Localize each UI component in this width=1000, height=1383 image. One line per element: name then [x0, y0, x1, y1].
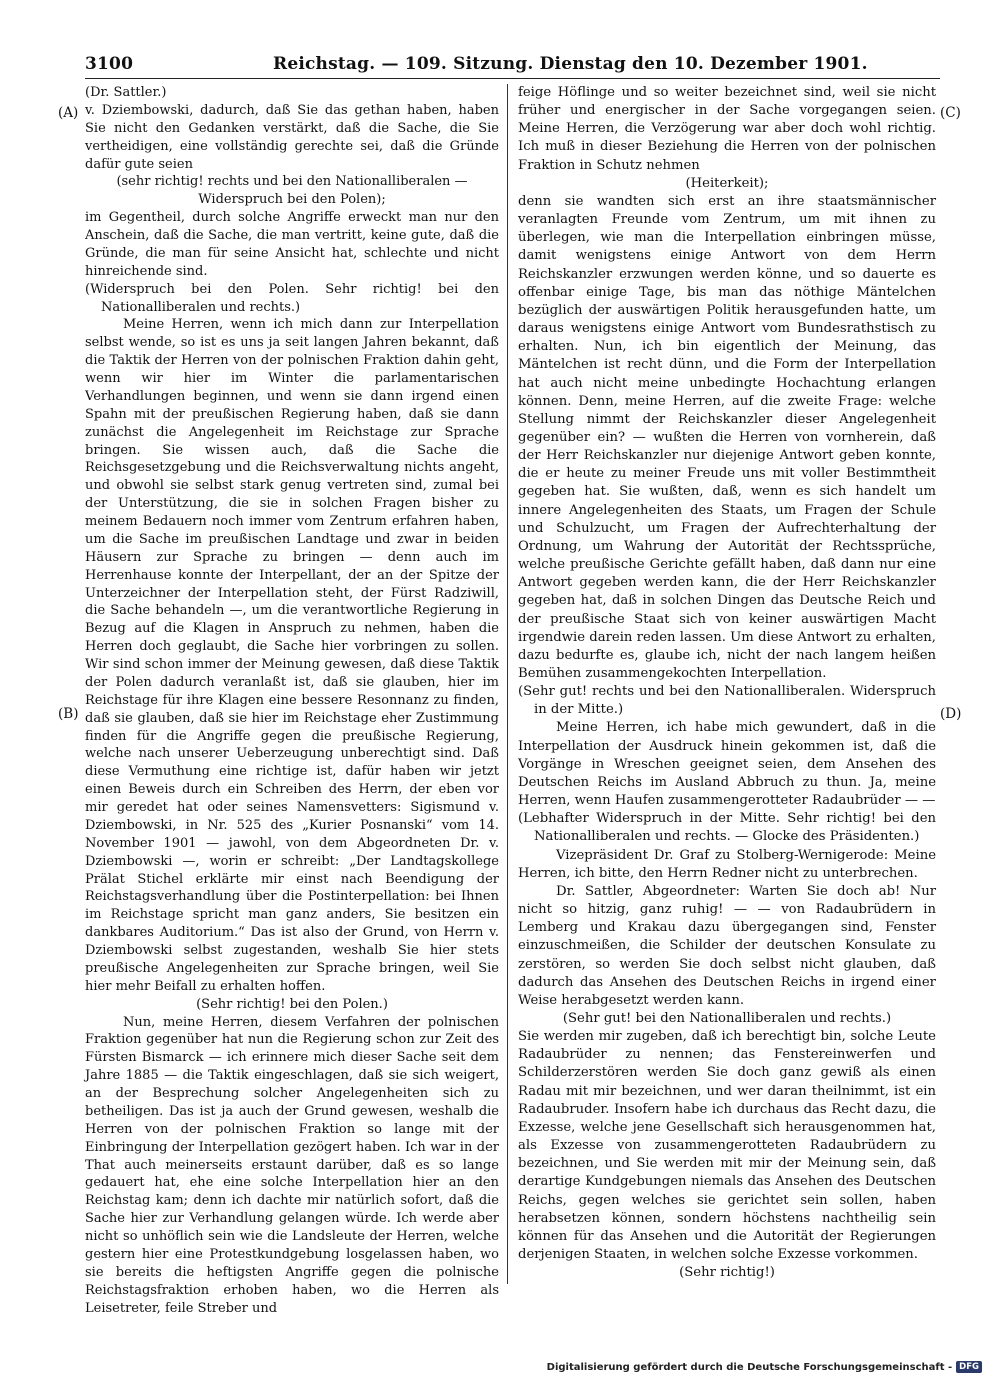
paragraph: (Sehr gut! rechts und bei den Nationalliberalen. Widerspruch in der Mitte.): [518, 684, 936, 718]
paragraph: Dr. Sattler, Abgeordneter: Warten Sie doch ab! Nur nicht so hitzig, ganz ruhig! — — von Radaubrüdern in Lemberg und Krakau dazu übergegangen sind, Fenster einzuschmeißen, die Schilder der deutschen Konsulate zu zerstören, so werden Sie doch selbst nicht glauben, daß dadurch das Ansehen des Deutschen Reichs in irgend einer Weise herabgesetzt werden kann.: [518, 883, 936, 1008]
paragraph: Meine Herren, wenn ich mich dann zur Interpellation selbst wende, so ist es uns ja seit langen Jahren bekannt, daß die Taktik der Herren von der polnischen Fraktion dahin geht, wenn wir hier im Winter die parlamentarischen Verhandlungen beginnen, und wenn sie dann irgend einen Spahn mit der preußischen Regierung haben, daß sie dann zunächst die Angelegenheit im Reichstage zur Sprache bringen. Sie wissen auch, daß die Sache die Reichsgesetzgebung und die Reichsverwaltung nichts angeht, und obwohl sie selbst stark genug vertreten sind, zumal bei der Unterstützung, die sie in solchen Fragen bisher zu meinem Bedauern noch immer vom Zentrum erfahren haben, um die Sache im preußischen Landtage und zwar in beiden Häusern zur Sprache zu bringen — denn auch im Herrenhause konnte der Interpellant, der an der Spitze der Unterzeichner der Interpellation steht, der Fürst Radziwill, die Sache behandeln —, um die verantwortliche Regierung in Bezug auf die Klagen in Anspruch zu nehmen, haben die Herren doch geglaubt, die Sache hier vorbringen zu sollen. Wir sind schon immer der Meinung gewesen, daß diese Taktik der Polen dadurch veranlaßt ist, daß sie glauben, hier im Reichstage für ihre Klagen eine bessere Resonnanz zu finden, daß sie glauben, daß sie hier im Reichstage eher Zustimmung finden für die Angriffe gegen die preußische Regierung, welche nach unserer Ueberzeugung unberechtigt sind. Daß diese Vermuthung eine richtige ist, dafür haben wir jetzt einen Beweis durch ein Schreiben des Herrn, der eben vor mir geredet hat oder seines Namensvetters: Sigismund v. Dziembowski, in Nr. 525 des „Kurier Posnanski“ vom 14. November 1901 — jawohl, von dem Abgeordneten Dr. v. Dziembowski —, worin er schreibt: „Der Landtagskollege Prälat Stichel erklärte mir einst nach Beendigung der Reichstagsverhandlung über die Postinterpellation: bei Ihnen im Reichstage spricht man ganz anders, Sie besitzen ein dankbares Auditorium.“ Das ist also der Grund, von Herrn v. Dziembowski selbst zugestanden, weshalb Sie hier stets preußische Angelegenheiten zur Sprache bringen, weil Sie hier mehr Beifall zu erhalten hoffen.: [85, 317, 499, 994]
paragraph: (sehr richtig! rechts und bei den Nationalliberalen — Widerspruch bei den Polen);: [116, 174, 468, 208]
page-number: 3100: [85, 54, 134, 74]
paragraph: Sie werden mir zugeben, daß ich berechtigt bin, solche Leute Radaubrüder zu nennen; das Fenstereinwerfen und Schilderzerstören werden Sie doch ganz gewiß als einen Radau mit mir bezeichnen, und wer daran theilnimmt, ist ein Radaubruder. Insofern habe ich durchaus das Recht dazu, die Exzesse, welche jene Gesellschaft sich herausgenommen hat, als Exzesse von zusammengerotteten Radaubrüdern zu bezeichnen, und Sie werden mit mir der Meinung sein, daß derartige Kundgebungen niemals das Ansehen des Deutschen Reichs, gegen welches sie gerichtet sein sollen, haben herabsetzen können, sondern höchstens nachtheilig sein können für das Ansehen und die Autorität der Regierungen derjenigen Staaten, in welchen solche Exzesse vorkommen.: [518, 1029, 936, 1262]
paragraph: (Heiterkeit);: [685, 175, 769, 191]
margin-mark-a: (A): [58, 105, 79, 121]
page-header: [85, 54, 940, 78]
footer-credit: [547, 1361, 982, 1373]
header-rule: [85, 78, 940, 79]
paragraph: (Sehr gut! bei den Nationalliberalen und rechts.): [562, 1010, 892, 1026]
paragraph: (Sehr richtig!): [679, 1265, 775, 1281]
paragraph: Vizepräsident Dr. Graf zu Stolberg-Wernigerode: Meine Herren, ich bitte, den Herrn Redner nicht zu unterbrechen.: [518, 847, 936, 881]
paragraph: im Gegentheil, durch solche Angriffe erweckt man nur den Anschein, daß die Sache, die man vertritt, keine gute, daß die Gründe, die man für seine Ansicht hat, schlechte und nicht hinreichende sind.: [85, 210, 499, 279]
margin-mark-c: (C): [940, 105, 961, 121]
left-column: [85, 84, 499, 1317]
paragraph: feige Höflinge und so weiter bezeichnet sind, weil sie nicht früher und energischer in der Sache vorgegangen seien. Meine Herren, die Verzögerung war aber doch wohl richtig. Ich muß in dieser Beziehung die Herren von der polnischen Fraktion in Schutz nehmen: [518, 85, 936, 173]
paragraph: Meine Herren, ich habe mich gewundert, daß in die Interpellation der Ausdruck hinein gekommen ist, daß die Vorgänge in Wreschen geeignet seien, dem Ansehen des Deutschen Reichs im Ausland Abbruch zu thun. Ja, meine Herren, wenn Haufen zusammengerotteter Radaubrüder — —: [518, 720, 936, 809]
paragraph: (Widerspruch bei den Polen. Sehr richtig! bei den Nationalliberalen und rechts.): [85, 281, 499, 315]
footer-text: Digitalisierung gefördert durch die Deutsche Forschungsgemeinschaft -: [546, 1361, 953, 1373]
paragraph: v. Dziembowski, dadurch, daß Sie das gethan haben, haben Sie nicht den Gedanken verstärkt, daß die Sache, die Sie vertheidigen, eine vollständig gerechte sei, daß die Gründe dafür gute seien: [85, 102, 499, 172]
paragraph: (Sehr richtig! bei den Polen.): [196, 996, 388, 1012]
paragraph: Nun, meine Herren, diesem Verfahren der polnischen Fraktion gegenüber hat nun die Regierung schon zur Zeit des Fürsten Bismarck — ich erinnere mich dieser Sache seit dem Jahre 1885 — die Taktik eingeschlagen, daß sie sich weigert, an der Besprechung solcher Angelegenheiten sich zu betheiligen. Das ist ja auch der Grund gewesen, weshalb die Herren von der polnischen Fraktion so lange mit der Einbringung der Interpellation gezögert haben. Ich war in der That auch meinerseits erstaunt darüber, daß es so lange gedauert hat, ehe eine solche Interpellation hier an den Reichstag kam; denn ich dachte mir natürlich sofort, daß die Sache hier zur Verhandlung gelangen würde. Ich werde aber nicht so unhöflich sein wie die Landsleute der Herren, welche gestern hier eine Protestkundgebung losgelassen haben, wo sie bereits die heftigsten Angriffe gegen die polnische Reichstagsfraktion erhoben haben, wo die Herren als Leisetreter, feile Streber und: [85, 1014, 499, 1316]
paragraph: (Lebhafter Widerspruch in der Mitte. Sehr richtig! bei den Nationalliberalen und rechts. — Glocke des Präsidenten.): [518, 811, 936, 845]
running-title: Reichstag. — 109. Sitzung. Dienstag den 10. Dezember 1901.: [273, 54, 868, 74]
paragraph: denn sie wandten sich erst an ihre staatsmännischer veranlagten Freunde vom Zentrum, um mit ihnen zu überlegen, wie man die Interpellation einbringen müsse, damit wenigstens einige Antwort von dem Herrn Reichskanzler erzwungen werden könne, und so dauerte es offenbar einige Tage, bis man das nöthige Mäntelchen bezüglich der auswärtigen Politik herausgefunden hatte, um daraus wenigstens einige Antwort vom Bundesrathstisch zu erhalten. Nun, ich bin eigentlich der Meinung, das Mäntelchen ist recht dünn, und die Form der Interpellation hat auch nicht meine unbedingte Hochachtung erlangen können. Denn, meine Herren, auf die zweite Frage: welche Stellung nimmt der Reichskanzler dieser Angelegenheit gegenüber ein? — wußten die Herren von vornherein, daß der Herr Reichskanzler nur diejenige Antwort geben konnte, die er heute zu meiner Freude uns mit voller Bestimmtheit gegeben hat. Sie wußten, daß, wenn es sich handelt um innere Angelegenheiten des Staats, um Fragen der Schule und Schulzucht, um Fragen der Aufrechterhaltung der Ordnung, um Wahrung der Autorität der Rechtssprüche, welche preußische Gerichte gefällt haben, daß dann nur eine Antwort gegeben werden kann, die der Herr Reichskanzler gegeben hat, daß in solchen Dingen das Deutsche Reich und der preußische Staat sich von keiner auswärtigen Macht irgendwie darein reden lassen. Um diese Antwort zu erhalten, dazu bedurfte es, glaube ich, nicht der nach langem heißen Bemühen zusammengekochten Interpellation.: [518, 193, 936, 681]
paragraph: (Dr. Sattler.): [85, 85, 167, 100]
dfg-logo: DFG: [956, 1361, 982, 1373]
margin-mark-b: (B): [58, 706, 79, 722]
column-divider: [507, 84, 508, 1284]
margin-mark-d: (D): [940, 706, 962, 722]
right-column: [518, 84, 936, 1282]
